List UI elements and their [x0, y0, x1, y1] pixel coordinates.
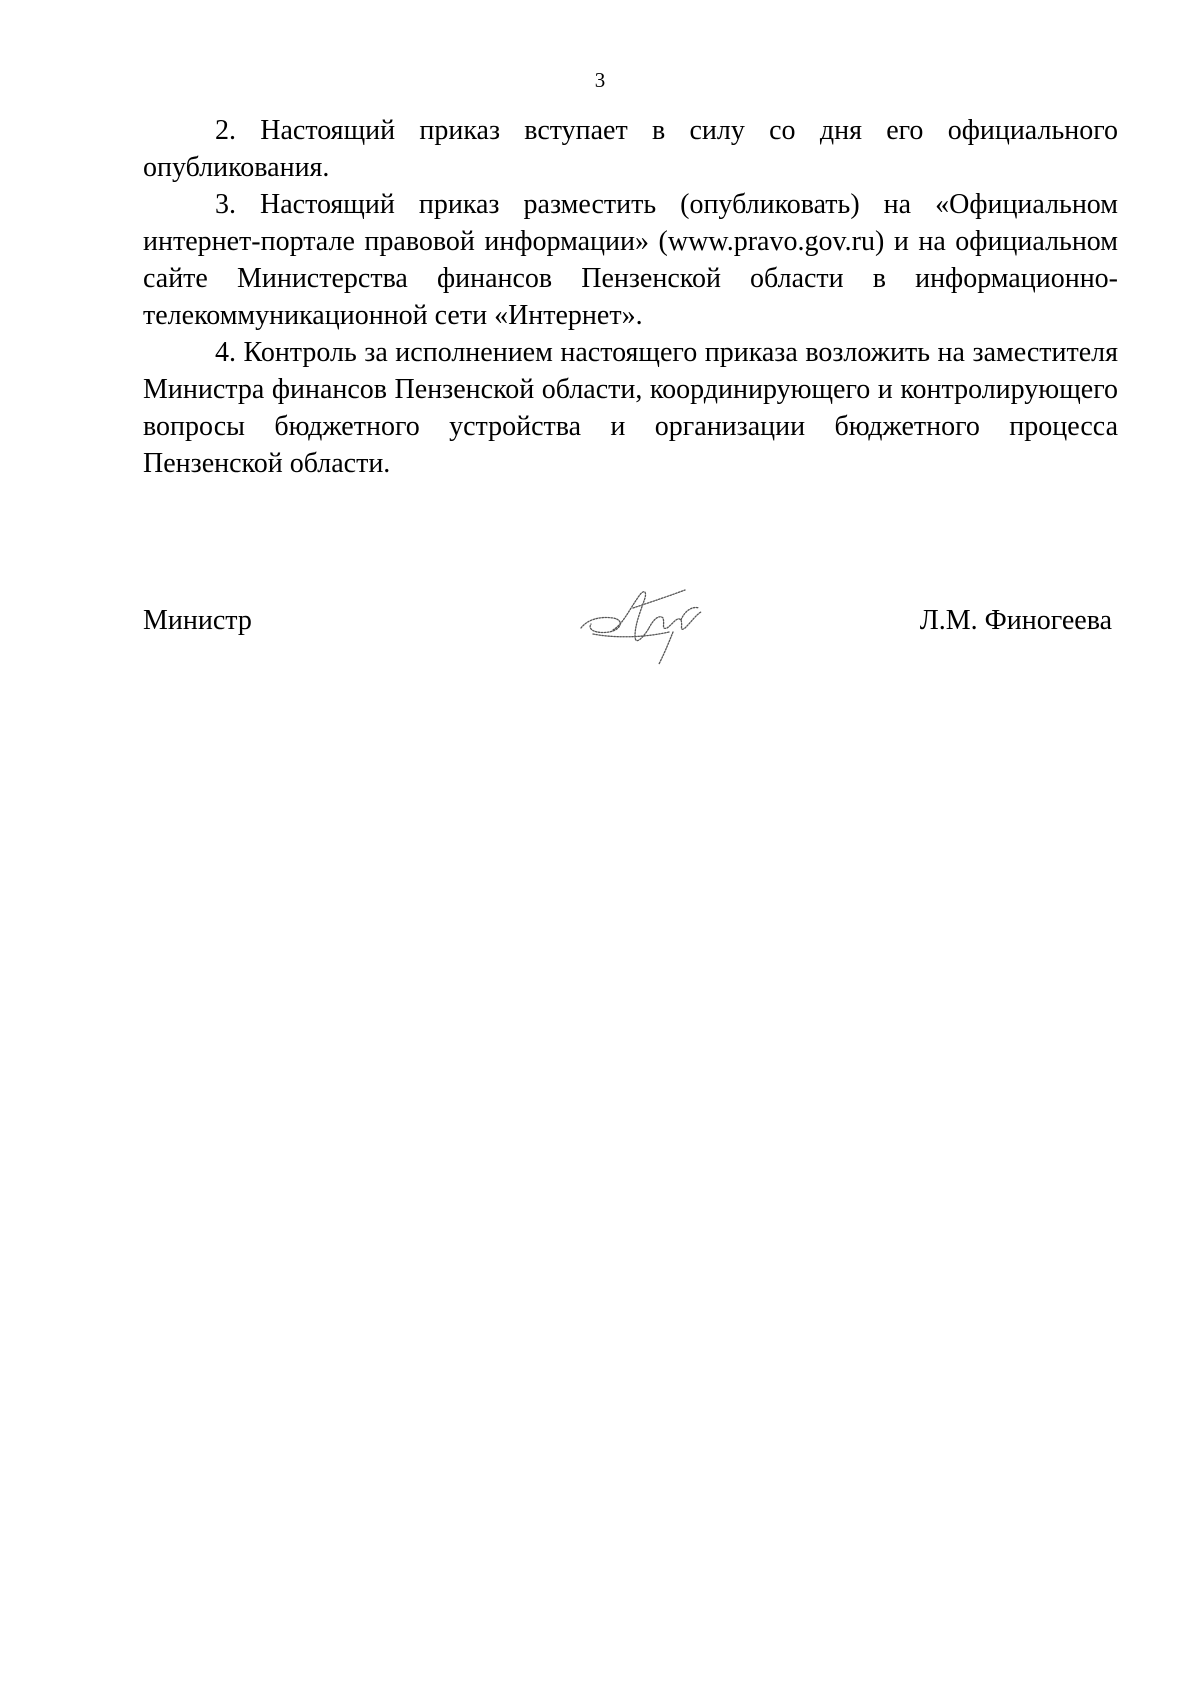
paragraph-3: 3. Настоящий приказ разместить (опубликовать) на «Официальном интернет-портале правовой информации» (www.pravo.gov.ru) и на официальном сайте Министерства финансов Пензенской области в информационно-телекоммуникационной сети «Интернет». [143, 189, 1118, 331]
handwritten-signature [573, 580, 733, 670]
paragraph-4: 4. Контроль за исполнением настоящего приказа возложить на заместителя Министра финансов Пензенской области, координирующего и контролирующего вопросы бюджетного устройства и организации бюджетного процесса Пензенской области. [143, 337, 1118, 479]
paragraph-2: 2. Настоящий приказ вступает в силу со дня его официального опубликования. [143, 115, 1118, 183]
document-body [143, 112, 1118, 482]
signature-block [143, 580, 1118, 670]
page-number: 3 [594, 68, 606, 92]
signer-name: Л.М. Финогеева [919, 605, 1112, 636]
signer-position: Министр [143, 605, 252, 636]
